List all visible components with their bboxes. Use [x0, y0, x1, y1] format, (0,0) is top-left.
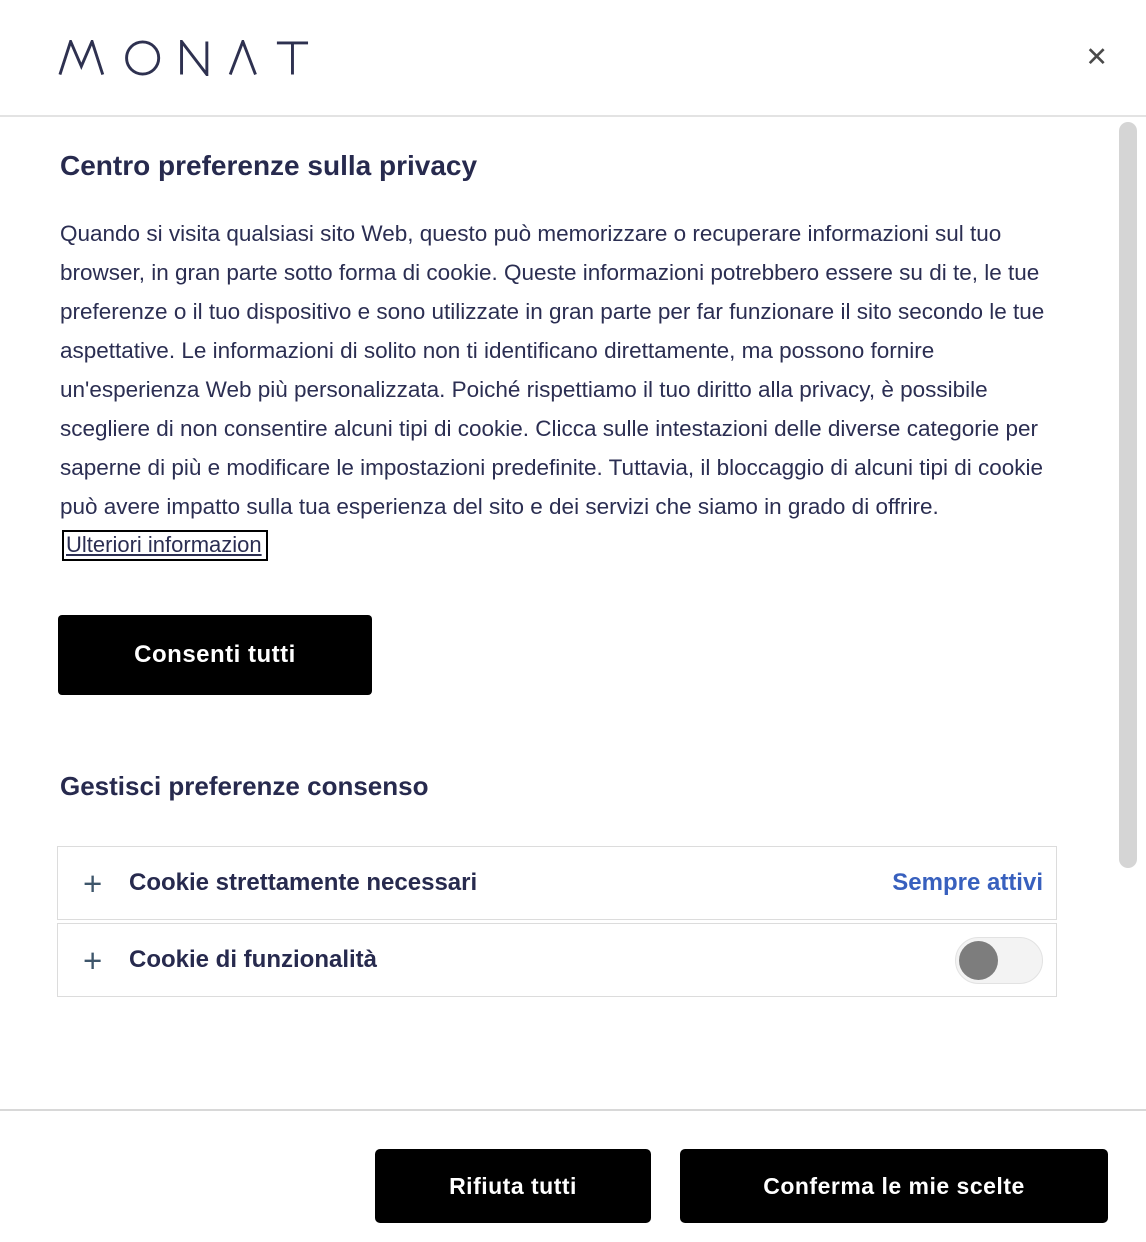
more-info-link[interactable]: Ulteriori informazion [62, 530, 268, 561]
category-row-strictly-necessary[interactable] [57, 846, 1057, 920]
dialog-header [0, 0, 1146, 117]
allow-all-button[interactable]: Consenti tutti [58, 615, 372, 695]
category-row-functionality[interactable] [57, 923, 1057, 997]
manage-preferences-heading: Gestisci preferenze consenso [60, 771, 429, 801]
footer-divider [0, 1109, 1146, 1111]
privacy-description: Quando si visita qualsiasi sito Web, questo può memorizzare o recuperare informazioni sul tuo browser, in gran parte sotto forma di cookie. Queste informazioni potrebbero essere su di te, le tue preferenze o il tuo dispositivo e sono utilizzate in gran parte per far funzionare il sito secondo le tue aspettative. Le informazioni di solito non ti identificano direttamente, ma possono fornire un'esperienza Web più personalizzata. Poiché rispettiamo il tuo diritto alla privacy, è possibile scegliere di non consentire alcuni tipi di cookie. Clicca sulle intestazioni delle diverse categorie per saperne di più e modificare le impostazioni predefinite. Tuttavia, il bloccaggio di alcuni tipi di cookie può avere impatto sulla tua esperienza del sito e dei servizi che siamo in grado di offrire. [60, 221, 1045, 519]
dialog-footer [0, 1149, 1146, 1223]
always-active-status: Sempre attivi [892, 869, 1043, 896]
functionality-toggle[interactable] [955, 937, 1043, 984]
close-button[interactable] [1073, 38, 1120, 77]
cookie-categories-accordion [57, 846, 1057, 997]
privacy-center-title: Centro preferenze sulla privacy [60, 150, 478, 181]
toggle-knob [959, 941, 998, 980]
close-icon: ✕ [1085, 42, 1108, 72]
category-label: Cookie strettamente necessari [129, 869, 478, 896]
monat-logo [57, 40, 310, 76]
scrollbar-thumb[interactable] [1119, 122, 1137, 868]
category-label: Cookie di funzionalità [129, 946, 378, 973]
privacy-content-scroll[interactable] [0, 117, 1146, 1030]
confirm-choices-button[interactable]: Conferma le mie scelte [680, 1149, 1108, 1223]
plus-icon: + [83, 941, 103, 979]
reject-all-button[interactable]: Rifiuta tutti [375, 1149, 651, 1223]
plus-icon: + [83, 864, 103, 902]
